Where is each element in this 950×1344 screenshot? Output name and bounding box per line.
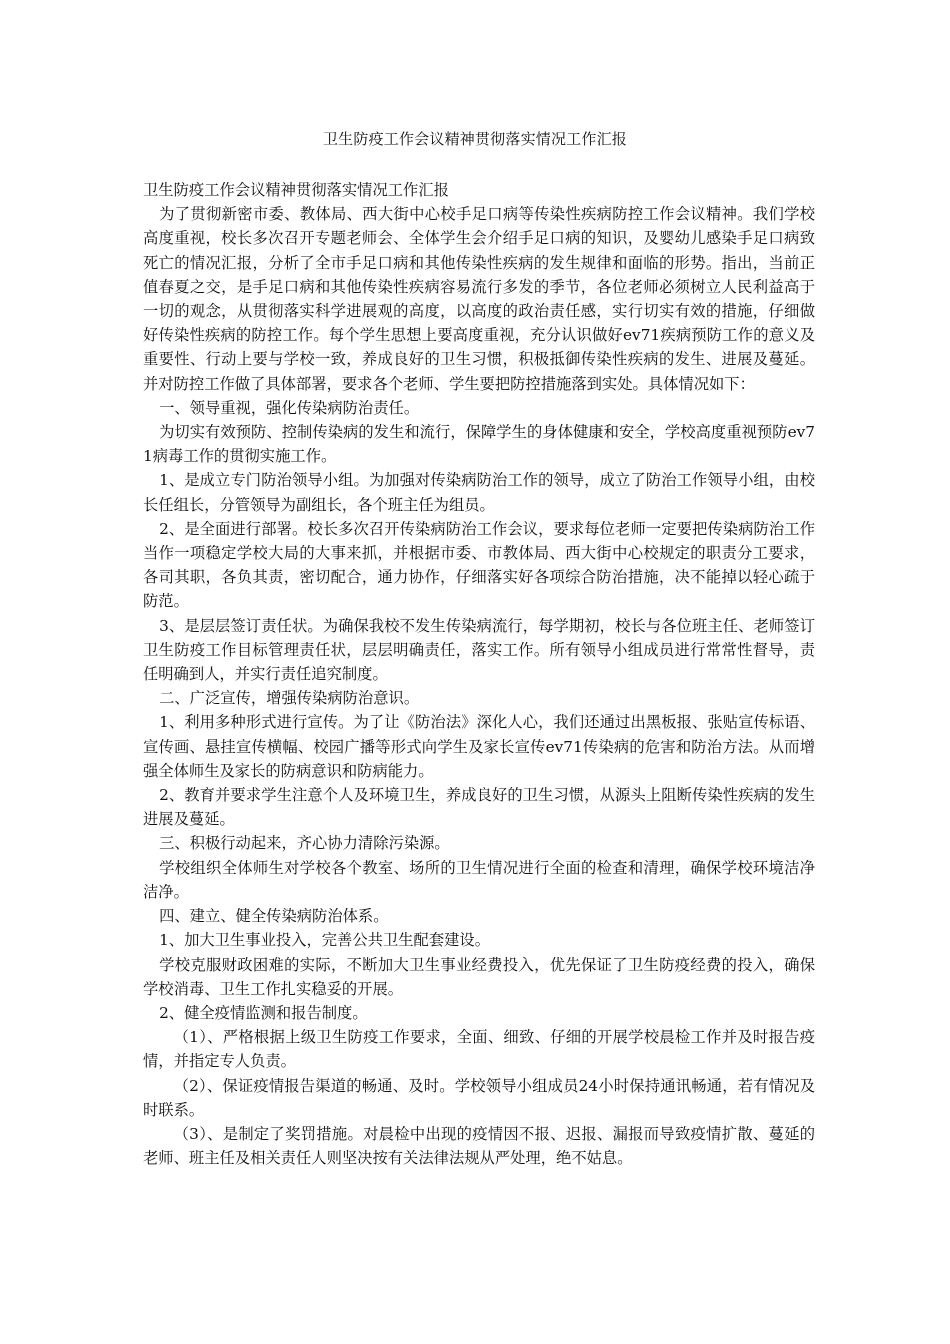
paragraph: 学校克服财政困难的实际，不断加大卫生事业经费投入，优先保证了卫生防疫经费的投入，确保学校消毒、卫生工作扎实稳妥的开展。 — [143, 955, 815, 998]
paragraph: 1、是成立专门防治领导小组。为加强对传染病防治工作的领导，成立了防治工作领导小组，由校长任组长，分管领导为副组长，各个班主任为组员。 — [143, 471, 815, 514]
paragraph: 1、加大卫生事业投入，完善公共卫生配套建设。 — [159, 931, 491, 950]
paragraph: 二、广泛宣传，增强传染病防治意识。 — [159, 689, 420, 708]
paragraph: （1）、严格根据上级卫生防疫工作要求，全面、细致、仔细的开展学校晨检工作并及时报告疫情，并指定专人负责。 — [143, 1028, 815, 1071]
paragraph: 为切实有效预防、控制传染病的发生和流行，保障学生的身体健康和安全，学校高度重视预防ev71病毒工作的贯彻实施工作。 — [143, 423, 815, 466]
paragraph: 四、建立、健全传染病防治体系。 — [159, 907, 389, 926]
paragraph: 为了贯彻新密市委、教体局、西大街中心校手足口病等传染性疾病防控工作会议精神。我们学校高度重视，校长多次召开专题老师会、全体学生会介绍手足口病的知识，及婴幼儿感染手足口病致死亡的情况汇报，分析了全市手足口病和其他传染性疾病的发生规律和面临的形势。指出，当前正值春夏之交，是手足口病和其他传染性疾病容易流行多发的季节，各位老师必须树立人民利益高于一切的观念，从贯彻落实科学进展观的高度，以高度的政治责任感，实行切实有效的措施，仔细做好传染性疾病的防控工作。每个学生思想上要高度重视，充分认识做好ev71疾病预防工作的意义及重要性、行动上要与学校一致，养成良好的卫生习惯，积极抵御传染性疾病的发生、进展及蔓延。并对防控工作做了具体部署，要求各个老师、学生要把防控措施落到实处。具体情况如下： — [143, 205, 815, 393]
paragraph: 卫生防疫工作会议精神贯彻落实情况工作汇报 — [143, 181, 449, 199]
document-title: 卫生防疫工作会议精神贯彻落实情况工作汇报 — [322, 130, 627, 148]
paragraph: 3、是层层签订责任状。为确保我校不发生传染病流行，每学期初，校长与各位班主任、老师签订卫生防疫工作目标管理责任状，层层明确责任，落实工作。所有领导小组成员进行常常性督导，责任明确到人，并实行责任追究制度。 — [143, 616, 815, 684]
paragraph: （3）、是制定了奖罚措施。对晨检中出现的疫情因不报、迟报、漏报而导致疫情扩散、蔓延的老师、班主任及相关责任人则坚决按有关法律法规从严处理，绝不姑息。 — [143, 1124, 815, 1168]
document-body — [143, 178, 815, 1170]
paragraph: 2、健全疫情监测和报告制度。 — [159, 1003, 368, 1022]
paragraph: 1、利用多种形式进行宣传。为了让《防治法》深化人心，我们还通过出黑板报、张贴宣传标语、宣传画、悬挂宣传横幅、校园广播等形式向学生及家长宣传ev71传染病的危害和防治方法。从而增强全体师生及家长的防病意识和防病能力。 — [143, 713, 815, 780]
paragraph: 2、是全面进行部署。校长多次召开传染病防治工作会议，要求每位老师一定要把传染病防治工作当作一项稳定学校大局的大事来抓，并根据市委、市教体局、西大街中心校规定的职责分工要求，各司其职，各负其责，密切配合，通力协作，仔细落实好各项综合防治措施，决不能掉以轻心疏于防范。 — [143, 519, 815, 611]
paragraph: 一、领导重视，强化传染病防治责任。 — [159, 398, 420, 417]
paragraph: 2、教育并要求学生注意个人及环境卫生，养成良好的卫生习惯，从源头上阻断传染性疾病的发生进展及蔓延。 — [143, 786, 815, 829]
paragraph: 三、积极行动起来，齐心协力清除污染源。 — [159, 834, 450, 853]
paragraph: （2）、保证疫情报告渠道的畅通、及时。学校领导小组成员24小时保持通讯畅通，若有情况及时联系。 — [143, 1076, 815, 1119]
paragraph: 学校组织全体师生对学校各个教室、场所的卫生情况进行全面的检查和清理，确保学校环境洁净洁净。 — [143, 858, 815, 901]
